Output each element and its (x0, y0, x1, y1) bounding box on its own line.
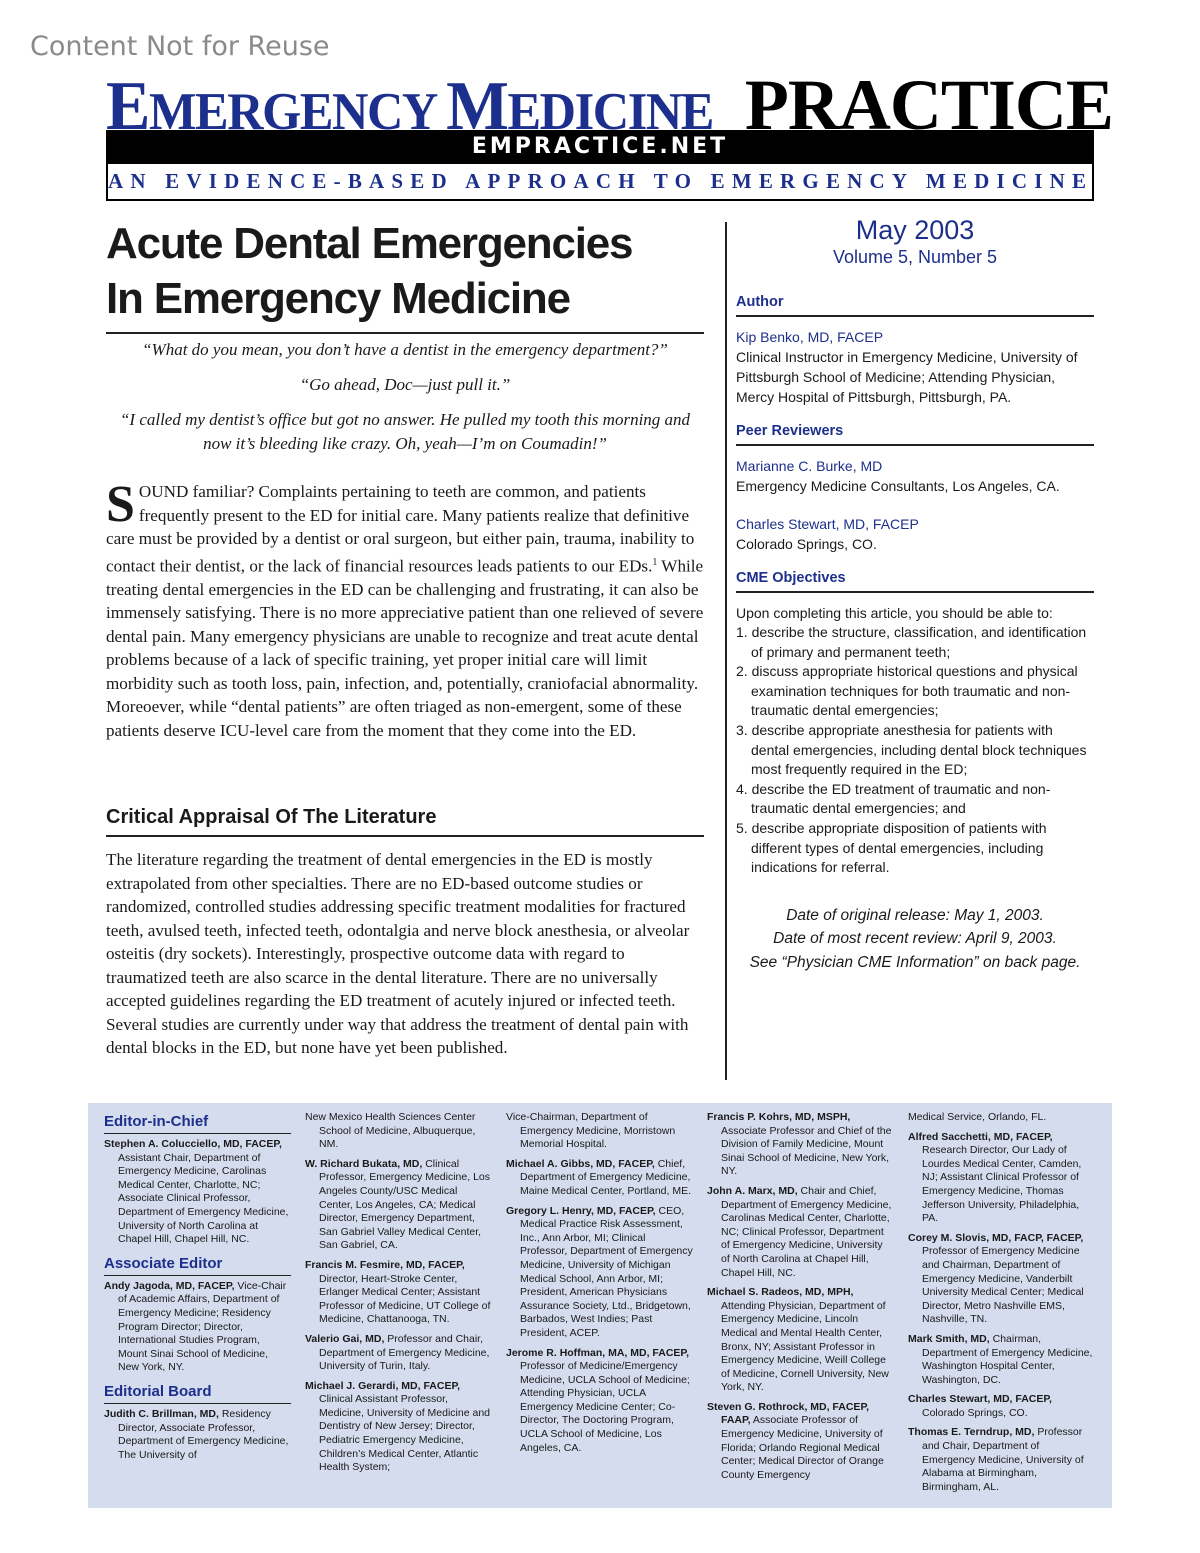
tagline: AN EVIDENCE-BASED APPROACH TO EMERGENCY MEDICINE (106, 164, 1094, 201)
associate-editor-heading: Associate Editor (104, 1255, 291, 1276)
quote: “Go ahead, Doc—just pull it.” (299, 375, 511, 394)
cme-objectives-list (736, 623, 1094, 878)
sidebar (736, 214, 1094, 974)
review-date: Date of most recent review: April 9, 2003. (773, 930, 1057, 948)
article-title: Acute Dental Emergencies In Emergency Medicine (106, 216, 704, 334)
logo-practice: PRACTICE (744, 65, 1113, 145)
issue-date: May 2003 (855, 215, 975, 245)
board-member: Corey M. Slovis, MD, FACP, FACEP, Professor of Emergency Medicine and Chairman, Department of Emergency Medicine, Vanderbilt University Medical Center; Medical Director, Metro Nashville EMS, Nashville, TN. (908, 1231, 1084, 1326)
intro-paragraph: SOUND familiar? Complaints pertaining to teeth are common, and patients frequently present to the ED for initial care. Many patients realize that definitive care must be provided by a dentist or oral surgeon, but either pain, trauma, inability to contact their dentist, or the lack of financial resources leads patients to our EDs.$^1$ While treating dental emergencies in the ED can be challenging and frustrating, it can also be immensely satisfying. There is no more appreciative patient than one relieved of severe dental pain. Many emergency physicians are unable to recognize and treat acute dental problems because of a lack of specific training, yet proper initial care will limit morbidity such as tooth loss, pain, infection, and, potentially, craniofacial abnormality. Moreoever, while “dental patients” are often triaged as non-emergent, some of these patients deserve ICU-level care from the moment that they come into the ED. (106, 476, 704, 740)
board-member: Alfred Sacchetti, MD, FACEP, Research Director, Our Lady of Lourdes Medical Center, Camden, NJ; Assistant Clinical Professor of Emergency Medicine, Thomas Jefferson University, Philadelphia, PA. (908, 1130, 1082, 1225)
board-member: Andy Jagoda, MD, FACEP, Vice-Chair of Academic Affairs, Department of Emergency Medicine; Residency Program Director; Director, International Studies Program, Mount Sinai School of Medicine, New York, NY. (104, 1279, 287, 1374)
board-member: Michael A. Gibbs, MD, FACEP, Chief, Department of Emergency Medicine, Maine Medical Center, Portland, ME. (506, 1157, 691, 1197)
board-member: Mark Smith, MD, Chairman, Department of Emergency Medicine, Washington Hospital Center, Washington, DC. (908, 1332, 1093, 1386)
website-url: EMPRACTICE.NET (106, 130, 1094, 164)
board-member: W. Richard Bukata, MD, Clinical Professor, Emergency Medicine, Los Angeles County/USC Medical Center, Los Angeles, CA; Medical Director, Emergency Department, San Gabriel Valley Medical Center, San Gabriel, CA. (305, 1157, 490, 1252)
drop-cap: S (106, 476, 135, 533)
board-member: Thomas E. Terndrup, MD, Professor and Chair, Department of Emergency Medicine, University of Alabama at Birmingham, Birmingham, AL. (908, 1426, 1084, 1493)
appraisal-paragraph: The literature regarding the treatment of dental emergencies in the ED is mostly extrapolated from other specialties. There are no ED-based outcome studies or randomized, controlled studies addressing specific treatment modalities for fractured teeth, avulsed teeth, infected teeth, odontalgia and nerve block anesthesia, or alveolar osteitis (dry sockets). Interestingly, prospective outcome data with regard to traumatized teeth are also scarce in the dental literature. There are no universally accepted guidelines regarding the ED treatment of acutely injured or infected teeth. Several studies are currently under way that address the treatment of dental pain with dental blocks in the ED, but none have yet been published. (106, 850, 690, 1057)
reviewer-name: Charles Stewart, MD, FACEP (736, 516, 919, 532)
issue-info (736, 214, 1094, 268)
board-member: Stephen A. Colucciello, MD, FACEP, Assistant Chair, Department of Emergency Medicine, Carolinas Medical Center, Charlotte, NC; Associate Clinical Professor, Department of Emergency Medicine, University of North Carolina at Chapel Hill, Chapel Hill, NC. (104, 1138, 289, 1246)
board-column (506, 1111, 693, 1508)
board-member: Judith C. Brillman, MD, Residency Director, Associate Professor, Department of Emergency Medicine, The University of (104, 1407, 289, 1461)
board-member: Vice-Chairman, Department of Emergency Medicine, Morristown Memorial Hospital. (506, 1111, 676, 1151)
author-heading: Author (736, 294, 1094, 317)
issue-volume: Volume 5, Number 5 (832, 247, 998, 267)
release-info (736, 904, 1094, 975)
release-date: Date of original release: May 1, 2003. (786, 906, 1044, 924)
cme-intro: Upon completing this article, you should be able to: (736, 605, 1053, 621)
masthead (106, 64, 1113, 201)
board-member: Gregory L. Henry, MD, FACEP, CEO, Medical Practice Risk Assessment, Inc., Ann Arbor, MI; Clinical Professor, Department of Emergency Medicine, University of Michigan Medical School, Ann Arbor, MI; President, American Physicians Assurance Society, Ltd., Bridgetown, Barbados, West Indies; Past President, ACEP. (506, 1204, 693, 1339)
objective-item: 4. describe the ED treatment of traumatic and non-traumatic dental emergencies; and (736, 780, 1051, 817)
objective-item: 1. describe the structure, classification, and identification of primary and permanent teeth; (736, 624, 1087, 660)
column-divider (725, 222, 727, 1080)
board-column (707, 1111, 894, 1508)
board-member: Valerio Gai, MD, Professor and Chair, Department of Emergency Medicine, University of Turin, Italy. (305, 1332, 490, 1373)
editorial-board-heading: Editorial Board (104, 1383, 291, 1404)
cme-objectives-heading: CME Objectives (736, 570, 1094, 593)
watermark: Content Not for Reuse (30, 31, 330, 62)
board-member: Francis M. Fesmire, MD, FACEP, Director, Heart-Stroke Center, Erlanger Medical Center; Assistant Professor of Medicine, UT College of Medicine, Chattanooga, TN. (305, 1258, 491, 1326)
board-member: John A. Marx, MD, Chair and Chief, Department of Emergency Medicine, Carolinas Medical Center, Charlotte, NC; Clinical Professor, Department of Emergency Medicine, University of North Carolina at Chapel Hill, Chapel Hill, NC. (707, 1184, 892, 1279)
cme-note: See “Physician CME Information” on back page. (749, 953, 1081, 971)
editor-in-chief-heading: Editor-in-Chief (104, 1113, 291, 1134)
board-member: Jerome R. Hoffman, MA, MD, FACEP, Professor of Medicine/Emergency Medicine, UCLA School of Medicine; Attending Physician, UCLA Emergency Medicine Center; Co-Director, The Doctoring Program, UCLA School of Medicine, Los Angeles, CA. (506, 1346, 690, 1454)
board-member: Charles Stewart, MD, FACEP, Colorado Springs, CO. (908, 1393, 1052, 1419)
objective-item: 3. describe appropriate anesthesia for patients with dental emergencies, including dental block techniques most frequently required in the ED; (736, 721, 1087, 778)
reviewer: Marianne C. Burke, MD Emergency Medicine Consultants, Los Angeles, CA. (736, 456, 1094, 496)
peer-reviewers-heading: Peer Reviewers (736, 423, 1094, 446)
board-member: Steven G. Rothrock, MD, FACEP, FAAP, Associate Professor of Emergency Medicine, University of Florida; Orlando Regional Medical Center; Medical Director of Orange County Emergency (707, 1400, 884, 1481)
author-name: Kip Benko, MD, FACEP (736, 329, 884, 345)
board-member: Michael J. Gerardi, MD, FACEP, Clinical Assistant Professor, Medicine, University of Medicine and Dentistry of New Jersey; Director, Pediatric Emergency Medicine, Children’s Medical Center, Atlantic Health System; (305, 1379, 490, 1474)
board-column (908, 1111, 1095, 1508)
opening-quotes (106, 338, 704, 467)
reviewer: Charles Stewart, MD, FACEP Colorado Springs, CO. (736, 514, 1094, 554)
quote: “What do you mean, you don’t have a dentist in the emergency department?” (142, 340, 668, 359)
board-member: Francis P. Kohrs, MD, MSPH, Associate Professor and Chief of the Division of Family Medicine, Mount Sinai School of Medicine, New York, NY. (707, 1111, 892, 1178)
editorial-board (88, 1103, 1112, 1508)
reviewer-name: Marianne C. Burke, MD (736, 458, 883, 474)
board-member: New Mexico Health Sciences Center School of Medicine, Albuquerque, NM. (305, 1111, 476, 1151)
logo-emergency-medicine: EMERGENCY MEDICINE (106, 68, 713, 145)
board-column (104, 1111, 291, 1508)
author: Kip Benko, MD, FACEP Clinical Instructor in Emergency Medicine, University of Pittsburgh School of Medicine; Attending Physician, Mercy Hospital of Pittsburgh, Pittsburgh, PA. (736, 327, 1094, 407)
objective-item: 5. describe appropriate disposition of patients with different types of dental emergencies, including indications for referral. (736, 819, 1047, 876)
board-member: Medical Service, Orlando, FL. (908, 1111, 1047, 1123)
objective-item: 2. discuss appropriate historical questions and physical examination techniques for both traumatic and non-traumatic dental emergencies; (736, 663, 1078, 719)
section-heading: Critical Appraisal Of The Literature (106, 806, 704, 837)
logo (106, 64, 1113, 145)
board-column (305, 1111, 492, 1508)
board-member: Michael S. Radeos, MD, MPH, Attending Physician, Department of Emergency Medicine, Lincoln Medical and Mental Health Center, Bronx, NY; Assistant Professor in Emergency Medicine, Weill College of Medicine, Cornell University, New York, NY. (707, 1286, 889, 1394)
quote: “I called my dentist’s office but got no answer. He pulled my tooth this morning and now it’s bleeding like crazy. Oh, yeah—I’m on Coumadin!” (119, 410, 691, 453)
